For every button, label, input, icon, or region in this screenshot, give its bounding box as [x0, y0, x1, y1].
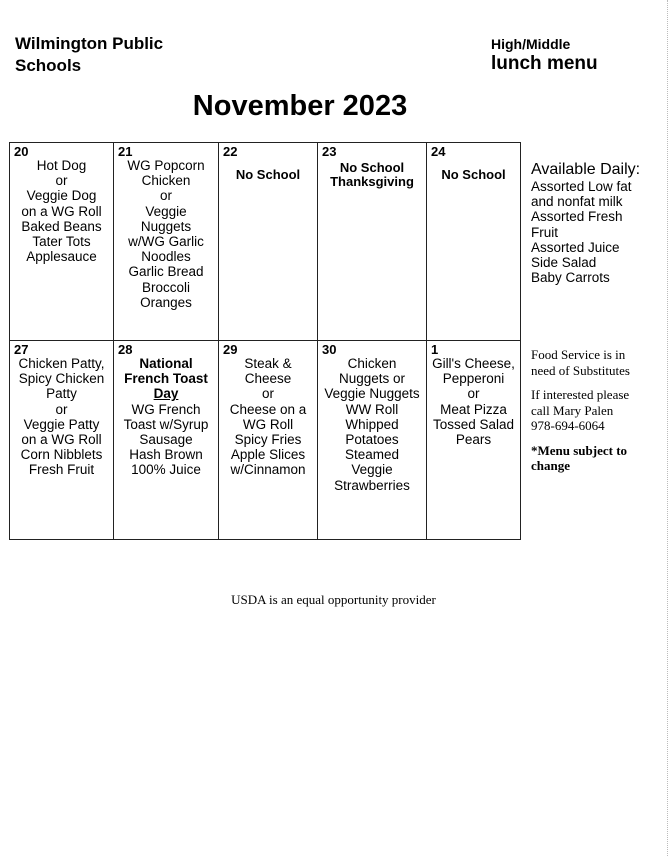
- school-name: Wilmington Public Schools: [15, 34, 164, 75]
- menu-item: on a WG Roll: [21, 432, 102, 448]
- menu-item: Toast w/Syrup: [123, 416, 209, 432]
- menu-item: Nuggets or: [338, 371, 406, 387]
- menu-item: Veggie Patty: [23, 416, 100, 432]
- menu-item: Hash Brown: [129, 447, 203, 463]
- day-number: 23: [322, 144, 337, 159]
- notes-panel: [531, 347, 666, 483]
- menu-item: Potatoes: [345, 432, 399, 448]
- day-number: 29: [223, 342, 238, 357]
- day-cell-27: [10, 341, 114, 540]
- note-line: call Mary Palen: [531, 402, 614, 418]
- menu-item: Hot Dog: [36, 158, 87, 173]
- day-number: 21: [118, 144, 133, 159]
- menu-item: Nuggets: [140, 218, 192, 234]
- menu-item: Apple Slices: [230, 447, 306, 463]
- special-day-title: National: [139, 356, 193, 371]
- menu-item: Spicy Fries: [234, 432, 302, 448]
- daily-item: and nonfat milk: [531, 194, 623, 210]
- menu-item: Chicken: [141, 173, 191, 189]
- calendar-week-2: [10, 341, 521, 540]
- menu-items: [10, 356, 113, 478]
- menu-item: Fresh Fruit: [28, 462, 95, 478]
- menu-item: Oranges: [140, 294, 192, 310]
- menu-item: w/Cinnamon: [230, 462, 306, 478]
- menu-item: on a WG Roll: [21, 203, 102, 219]
- menu-type: [491, 35, 598, 75]
- usda-footer: USDA is an equal opportunity provider: [231, 592, 436, 607]
- menu-item: or: [467, 386, 480, 402]
- menu-item: Baked Beans: [21, 218, 102, 234]
- menu-item: Chicken Patty,: [18, 356, 105, 371]
- menu-item: Applesauce: [26, 249, 97, 265]
- available-daily-panel: [531, 160, 640, 285]
- menu-items: [427, 356, 520, 447]
- daily-item: Baby Carrots: [531, 270, 610, 286]
- menu-item: Sausage: [139, 432, 193, 448]
- menu-items: [114, 356, 218, 478]
- special-day-title: Day: [153, 386, 179, 402]
- day-number: 24: [431, 144, 446, 159]
- day-number: 28: [118, 342, 133, 357]
- day-cell-24: [427, 143, 521, 341]
- menu-item: WG French: [131, 401, 201, 417]
- menu-item: Pepperoni: [442, 371, 505, 387]
- menu-item: Meat Pizza: [440, 401, 507, 417]
- menu-item: w/WG Garlic: [128, 234, 204, 250]
- day-cell-30: [318, 341, 427, 540]
- day-cell-23: [318, 143, 427, 341]
- note-line: need of Substitutes: [531, 362, 630, 378]
- day-cell-22: [219, 143, 318, 341]
- day-number: 27: [14, 342, 29, 357]
- menu-item: Broccoli: [141, 279, 190, 295]
- menu-item: 100% Juice: [131, 462, 201, 478]
- day-cell-29: [219, 341, 318, 540]
- menu-item: Whipped: [345, 416, 399, 432]
- day-cell-21: [114, 143, 219, 341]
- menu-item: Veggie: [145, 203, 187, 219]
- menu-item: WG Roll: [242, 416, 294, 432]
- day-number: 30: [322, 342, 337, 357]
- menu-item: or: [261, 386, 274, 402]
- menu-item: Cheese: [244, 371, 292, 387]
- menu-item: Veggie Nuggets: [324, 386, 420, 402]
- menu-item: or: [55, 401, 68, 417]
- calendar-week-1: [10, 143, 521, 341]
- menu-type-level: High/Middle: [491, 36, 571, 52]
- menu-item: Tossed Salad: [432, 416, 515, 432]
- menu-item: or: [55, 173, 68, 189]
- menu-item: Chicken: [347, 356, 397, 371]
- menu-items: [10, 158, 113, 264]
- menu-item: or: [159, 188, 172, 204]
- daily-item: Assorted Low fat: [531, 179, 632, 194]
- day-number: 22: [223, 144, 238, 159]
- note-line: Food Service is in: [531, 347, 626, 362]
- menu-items: [318, 356, 426, 493]
- menu-item: Gill's Cheese,: [432, 356, 515, 371]
- page-edge-divider: [667, 0, 668, 856]
- note-line: If interested please: [531, 387, 630, 402]
- no-school-notice: No School: [339, 160, 405, 175]
- day-cell-20: [10, 143, 114, 341]
- day-cell-28: [114, 341, 219, 540]
- menu-item: Steak &: [244, 356, 292, 371]
- daily-item: Assorted Fresh: [531, 209, 623, 225]
- contact-note: [531, 387, 666, 434]
- menu-item: WW Roll: [345, 401, 399, 417]
- menu-items: [219, 356, 317, 478]
- menu-item: Corn Nibblets: [20, 447, 103, 463]
- no-school-notice: No School: [441, 167, 506, 182]
- menu-items: [114, 158, 218, 310]
- substitutes-note: [531, 347, 666, 378]
- daily-item: Side Salad: [531, 255, 597, 271]
- note-line: *Menu subject to: [531, 442, 628, 458]
- menu-item: Veggie: [351, 462, 393, 478]
- note-line: change: [531, 458, 570, 473]
- available-daily-heading: Available Daily:: [531, 161, 641, 178]
- special-day-title: French Toast: [124, 371, 208, 387]
- menu-disclaimer: [531, 443, 666, 474]
- menu-item: Steamed: [344, 447, 400, 463]
- menu-item: Tater Tots: [32, 234, 91, 250]
- menu-item: Strawberries: [334, 477, 410, 493]
- menu-item: Garlic Bread: [128, 264, 204, 280]
- menu-item: Pears: [455, 432, 492, 448]
- no-school-notice: No School: [235, 167, 301, 182]
- day-number: 1: [431, 342, 439, 357]
- daily-item: Assorted Juice: [531, 239, 620, 255]
- menu-calendar: [9, 142, 521, 540]
- menu-item: Veggie Dog: [26, 188, 97, 204]
- phone-number: 978-694-6064: [531, 418, 605, 433]
- day-number: 20: [14, 144, 29, 159]
- holiday-name: Thanksgiving: [330, 174, 414, 189]
- menu-type-label: lunch menu: [491, 53, 598, 74]
- daily-item: Fruit: [531, 224, 558, 240]
- menu-item: WG Popcorn: [127, 158, 205, 173]
- day-cell-1: [427, 341, 521, 540]
- month-title: November 2023: [192, 90, 408, 122]
- menu-item: Cheese on a: [229, 401, 307, 417]
- menu-item: Noodles: [141, 249, 191, 265]
- menu-item: Spicy Chicken: [18, 371, 105, 387]
- menu-item: Patty: [46, 386, 77, 402]
